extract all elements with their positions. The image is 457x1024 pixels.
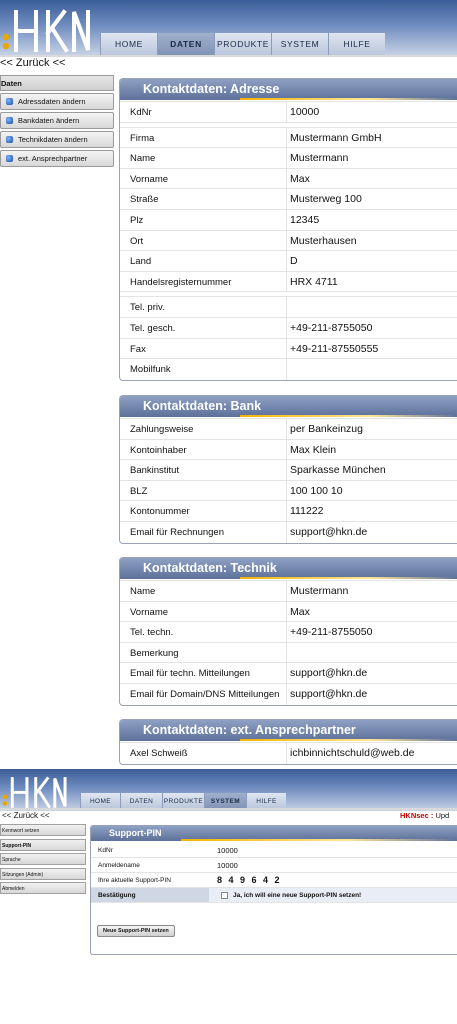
field-value: Max bbox=[290, 172, 310, 185]
field-label: Plz bbox=[120, 210, 287, 230]
sidebar-item-label: Bankdaten ändern bbox=[18, 116, 80, 125]
ext-contact-panel bbox=[119, 719, 457, 765]
table-row bbox=[120, 297, 457, 318]
support-pin-panel bbox=[90, 825, 457, 955]
table-row bbox=[120, 643, 457, 664]
field-value bbox=[287, 643, 290, 663]
field-label: Zahlungsweise bbox=[120, 419, 287, 439]
field-value bbox=[287, 297, 290, 317]
sidebar-item-label: Technikdaten ändern bbox=[18, 135, 88, 144]
bullet-icon bbox=[6, 98, 13, 105]
field-label: Kontonummer bbox=[120, 501, 287, 521]
hknsec-status bbox=[400, 811, 449, 820]
sidebar-item-abmelden[interactable]: Abmelden bbox=[0, 882, 86, 894]
field-value bbox=[287, 359, 290, 380]
nav-daten[interactable]: DATEN bbox=[120, 793, 162, 809]
nav-hilfe[interactable]: HILFE bbox=[328, 33, 385, 55]
confirm-text: Ja, ich will eine neue Support-PIN setzen! bbox=[233, 891, 362, 899]
field-label: Land bbox=[120, 251, 287, 271]
nav-system[interactable]: SYSTEM bbox=[204, 793, 246, 809]
set-support-pin-button[interactable]: Neue Support-PIN setzen bbox=[97, 925, 175, 937]
hkn-logo bbox=[2, 4, 92, 54]
technik-panel bbox=[119, 557, 457, 706]
sidebar-header: Daten bbox=[0, 75, 114, 91]
field-value: D bbox=[290, 255, 298, 268]
confirm-row bbox=[91, 888, 457, 903]
field-label: Kontoinhaber bbox=[120, 440, 287, 460]
field-value: support@hkn.de bbox=[290, 667, 368, 680]
table-row bbox=[120, 481, 457, 502]
back-link[interactable]: << Zurück << bbox=[0, 57, 66, 69]
field-label: Vorname bbox=[120, 169, 287, 189]
top-header bbox=[0, 0, 457, 56]
table-row bbox=[120, 501, 457, 522]
table-row bbox=[120, 419, 457, 440]
field-label: KdNr bbox=[120, 102, 287, 122]
nav-hilfe[interactable]: HILFE bbox=[246, 793, 286, 809]
field-label: Vorname bbox=[120, 602, 287, 622]
table-row bbox=[120, 169, 457, 190]
panel-title: Kontaktdaten: ext. Ansprechpartner bbox=[120, 720, 457, 741]
hknsec-text: Upd bbox=[435, 811, 450, 820]
field-label: KdNr bbox=[98, 847, 113, 854]
field-label: Bankinstitut bbox=[120, 460, 287, 480]
panel-title: Kontaktdaten: Adresse bbox=[120, 79, 457, 100]
field-value: Musterweg 100 bbox=[290, 193, 362, 206]
bullet-icon bbox=[6, 136, 13, 143]
field-label: Tel. priv. bbox=[120, 297, 287, 317]
sidebar-item-sprache[interactable]: Sprache bbox=[0, 853, 86, 865]
field-value: +49-211-87550555 bbox=[290, 342, 379, 355]
support-pin-value: 8 4 9 6 4 2 bbox=[217, 875, 282, 885]
sidebar bbox=[0, 75, 114, 167]
table-row bbox=[120, 359, 457, 380]
field-label: Tel. techn. bbox=[120, 622, 287, 642]
nav-home[interactable]: HOME bbox=[80, 793, 120, 809]
nav-system[interactable]: SYSTEM bbox=[271, 33, 328, 55]
back-link[interactable]: << Zurück << bbox=[2, 811, 50, 820]
field-label: BLZ bbox=[120, 481, 287, 501]
table-row bbox=[120, 440, 457, 461]
table-row bbox=[120, 602, 457, 623]
table-row bbox=[91, 858, 457, 873]
field-label: Mobilfunk bbox=[120, 359, 287, 380]
table-row bbox=[120, 684, 457, 705]
top-header-2 bbox=[0, 769, 457, 811]
field-label: Email für Rechnungen bbox=[120, 522, 287, 543]
field-label: Email für techn. Mitteilungen bbox=[120, 663, 287, 683]
sidebar-item-ext-ansprechpartner[interactable] bbox=[0, 150, 114, 167]
field-value: support@hkn.de bbox=[290, 687, 368, 700]
sidebar-item-bankdaten[interactable] bbox=[0, 112, 114, 129]
field-label: Anmeldename bbox=[98, 862, 140, 869]
field-label: Name bbox=[120, 581, 287, 601]
table-row bbox=[120, 581, 457, 602]
field-value: 10000 bbox=[217, 861, 238, 870]
bank-panel bbox=[119, 395, 457, 544]
field-value: Mustermann GmbH bbox=[290, 131, 382, 144]
field-label: Tel. gesch. bbox=[120, 318, 287, 338]
field-value: 12345 bbox=[290, 213, 320, 226]
field-value: Musterhausen bbox=[290, 234, 357, 247]
field-label: Firma bbox=[120, 128, 287, 148]
sidebar-item-adressdaten[interactable] bbox=[0, 93, 114, 110]
confirm-checkbox[interactable] bbox=[221, 892, 228, 899]
field-label: Ihre aktuelle Support-PIN bbox=[98, 877, 171, 884]
field-value: Sparkasse München bbox=[290, 464, 386, 477]
field-label: Fax bbox=[120, 339, 287, 359]
sidebar-item-technikdaten[interactable] bbox=[0, 131, 114, 148]
header-divider bbox=[0, 55, 457, 57]
field-value: Max Klein bbox=[290, 443, 337, 456]
table-row bbox=[120, 663, 457, 684]
table-row bbox=[120, 251, 457, 272]
bullet-icon bbox=[6, 155, 13, 162]
table-row bbox=[120, 189, 457, 210]
field-value: HRX 4711 bbox=[290, 275, 338, 288]
table-row bbox=[91, 843, 457, 858]
field-value: Mustermann bbox=[290, 585, 349, 597]
sidebar-item-support-pin[interactable]: Support-PIN bbox=[0, 839, 86, 851]
main-nav bbox=[100, 33, 385, 55]
nav-daten[interactable]: DATEN bbox=[157, 33, 214, 55]
nav-produkte[interactable]: PRODUKTE bbox=[162, 793, 204, 809]
field-value: Max bbox=[290, 605, 310, 618]
confirm-label: Bestätigung bbox=[91, 888, 209, 902]
field-value: +49-211-8755050 bbox=[290, 626, 373, 639]
hknsec-label: HKNsec : bbox=[400, 811, 434, 820]
field-label: Axel Schweiß bbox=[120, 743, 287, 764]
field-value: 100 100 10 bbox=[290, 484, 343, 497]
table-row bbox=[120, 339, 457, 360]
field-value: per Bankeinzug bbox=[290, 423, 363, 435]
panel-title: Kontaktdaten: Bank bbox=[120, 396, 457, 417]
header-divider bbox=[0, 808, 457, 810]
panel-title: Support-PIN bbox=[91, 826, 457, 841]
field-value: +49-211-8755050 bbox=[290, 321, 373, 334]
field-value: ichbinnichtschuld@web.de bbox=[290, 747, 415, 759]
main-nav-2 bbox=[80, 793, 286, 809]
table-row bbox=[120, 148, 457, 169]
field-label: Name bbox=[120, 148, 287, 168]
table-row bbox=[91, 873, 457, 888]
table-row bbox=[120, 272, 457, 293]
nav-home[interactable]: HOME bbox=[100, 33, 157, 55]
table-row bbox=[120, 522, 457, 543]
table-row bbox=[120, 102, 457, 123]
nav-produkte[interactable]: PRODUKTE bbox=[214, 33, 271, 55]
table-row bbox=[120, 318, 457, 339]
hkn-logo bbox=[2, 772, 68, 810]
panel-title: Kontaktdaten: Technik bbox=[120, 558, 457, 579]
field-label: Handelsregisternummer bbox=[120, 272, 287, 292]
table-row bbox=[120, 231, 457, 252]
table-row bbox=[120, 743, 457, 764]
bullet-icon bbox=[6, 117, 13, 124]
field-label: Email für Domain/DNS Mitteilungen bbox=[120, 684, 287, 705]
table-row bbox=[120, 210, 457, 231]
field-value: 10000 bbox=[290, 106, 320, 118]
field-value: Mustermann bbox=[290, 152, 349, 165]
field-value: 111222 bbox=[290, 505, 324, 518]
table-row bbox=[120, 622, 457, 643]
address-panel bbox=[119, 78, 457, 381]
sidebar-item-label: Adressdaten ändern bbox=[18, 97, 86, 106]
field-value: support@hkn.de bbox=[290, 525, 368, 538]
table-row bbox=[120, 460, 457, 481]
table-row bbox=[120, 128, 457, 149]
confirm-field bbox=[209, 888, 361, 902]
field-label: Bemerkung bbox=[120, 643, 287, 663]
field-value: 10000 bbox=[217, 846, 238, 855]
sidebar-item-label: ext. Ansprechpartner bbox=[18, 154, 88, 163]
sidebar-item-kennwort[interactable]: Kennwort setzen bbox=[0, 824, 86, 836]
sidebar-2 bbox=[0, 824, 86, 897]
field-label: Straße bbox=[120, 189, 287, 209]
field-label: Ort bbox=[120, 231, 287, 251]
sidebar-item-sitzungen[interactable]: Sitzungen (Admin) bbox=[0, 868, 86, 880]
